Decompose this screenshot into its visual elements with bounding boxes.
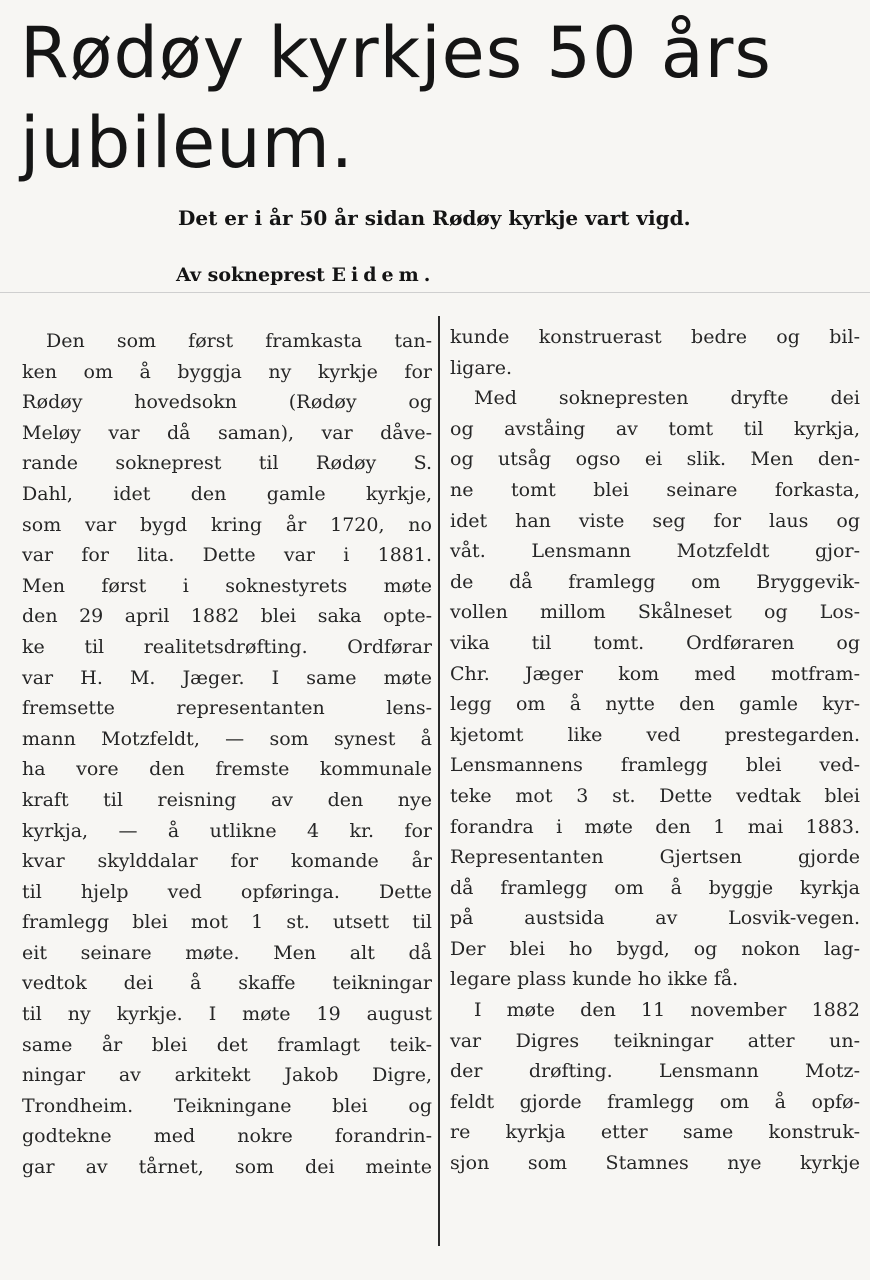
text-line: då framlegg om å byggje kyrkja [450, 876, 860, 899]
text-line: der drøfting. Lensmann Motz- [450, 1060, 860, 1083]
text-line: Lensmannens framlegg blei ved- [450, 754, 860, 777]
text-line: Der blei ho bygd, og nokon lag- [450, 937, 860, 960]
text-line: gar av tårnet, som dei meinte [22, 1156, 432, 1179]
text-line: vika til tomt. Ordføraren og [450, 631, 860, 654]
text-line: ne tomt blei seinare forkasta, [450, 478, 860, 501]
text-line: på austsida av Losvik-vegen. [450, 907, 860, 930]
text-line: den 29 april 1882 blei saka opte- [22, 605, 432, 628]
text-line: legare plass kunde ho ikke få. [450, 968, 739, 991]
text-line: vedtok dei å skaffe teikningar [22, 972, 432, 995]
text-line: og utsåg ogso ei slik. Men den- [450, 448, 860, 471]
text-line: de då framlegg om Bryggevik- [450, 570, 860, 593]
byline-author: Eidem. [331, 264, 436, 286]
text-line: Den som først framkasta tan- [46, 330, 432, 352]
headline-line-1: Rødøy kyrkjes 50 års [20, 12, 772, 94]
text-line: Chr. Jæger kom med motfram- [450, 662, 860, 685]
text-line: var for lita. Dette var i 1881. [22, 544, 432, 567]
text-line: framlegg blei mot 1 st. utsett til [22, 911, 432, 934]
headline-line-2: jubileum. [20, 102, 355, 184]
text-line: teke mot 3 st. Dette vedtak blei [450, 784, 860, 807]
text-line: våt. Lensmann Motzfeldt gjor- [450, 540, 860, 563]
text-line: ke til realitetsdrøfting. Ordførar [22, 635, 432, 658]
text-line: same år blei det framlagt teik- [22, 1033, 432, 1056]
text-line: kunde konstruerast bedre og bil- [450, 326, 860, 348]
text-line: Men først i soknestyrets møte [22, 574, 432, 597]
column-divider [438, 316, 440, 1246]
text-line: Trondheim. Teikningane blei og [22, 1094, 432, 1117]
text-line: kyrkja, — å utlikne 4 kr. for [22, 819, 432, 842]
text-line: re kyrkja etter same konstruk- [450, 1121, 860, 1144]
text-line: ha vore den fremste kommunale [22, 758, 432, 781]
text-line: Meløy var då saman), var dåve- [22, 421, 432, 444]
text-line: kraft til reisning av den nye [22, 788, 432, 811]
text-line: godtekne med nokre forandrin- [22, 1125, 432, 1148]
text-line: forandra i møte den 1 mai 1883. [450, 815, 860, 838]
text-line: som var bygd kring år 1720, no [22, 513, 432, 536]
text-line: ningar av arkitekt Jakob Digre, [22, 1064, 432, 1087]
text-line: kvar skylddalar for komande år [22, 850, 432, 873]
byline-prefix: Av sokneprest [176, 264, 325, 286]
text-line: idet han viste seg for laus og [450, 509, 860, 532]
text-line: mann Motzfeldt, — som synest å [22, 727, 432, 750]
left-column [22, 326, 432, 1183]
text-line: Representanten Gjertsen gjorde [450, 846, 860, 869]
text-line: vollen millom Skålneset og Los- [450, 601, 860, 624]
text-line: fremsette representanten lens- [22, 697, 432, 720]
text-line: til hjelp ved opføringa. Dette [22, 880, 432, 903]
text-line: sjon som Stamnes nye kyrkje [450, 1152, 860, 1175]
text-line: Med soknepresten dryfte dei [474, 387, 860, 410]
text-line: legg om å nytte den gamle kyr- [450, 693, 860, 716]
text-line: eit seinare møte. Men alt då [22, 941, 432, 964]
text-line: Rødøy hovedsokn (Rødøy og [22, 391, 432, 414]
text-line: rande sokneprest til Rødøy S. [22, 452, 432, 475]
text-line: I møte den 11 november 1882 [474, 999, 860, 1022]
article-byline [176, 264, 435, 286]
right-column [450, 322, 860, 1179]
header-rule [0, 292, 870, 293]
text-line: var H. M. Jæger. I same møte [22, 666, 432, 689]
text-line: kjetomt like ved prestegarden. [450, 723, 860, 746]
text-line: Dahl, idet den gamle kyrkje, [22, 482, 432, 505]
text-line: til ny kyrkje. I møte 19 august [22, 1003, 432, 1026]
text-line: ken om å byggja ny kyrkje for [22, 360, 432, 383]
text-line: feldt gjorde framlegg om å opfø- [450, 1090, 860, 1113]
article-subheading: Det er i år 50 år sidan Rødøy kyrkje vart vigd. [178, 206, 691, 230]
text-line: ligare. [450, 356, 513, 379]
article-headline [20, 8, 860, 188]
text-line: og avståing av tomt til kyrkja, [450, 417, 860, 440]
text-line: var Digres teikningar atter un- [450, 1029, 860, 1052]
